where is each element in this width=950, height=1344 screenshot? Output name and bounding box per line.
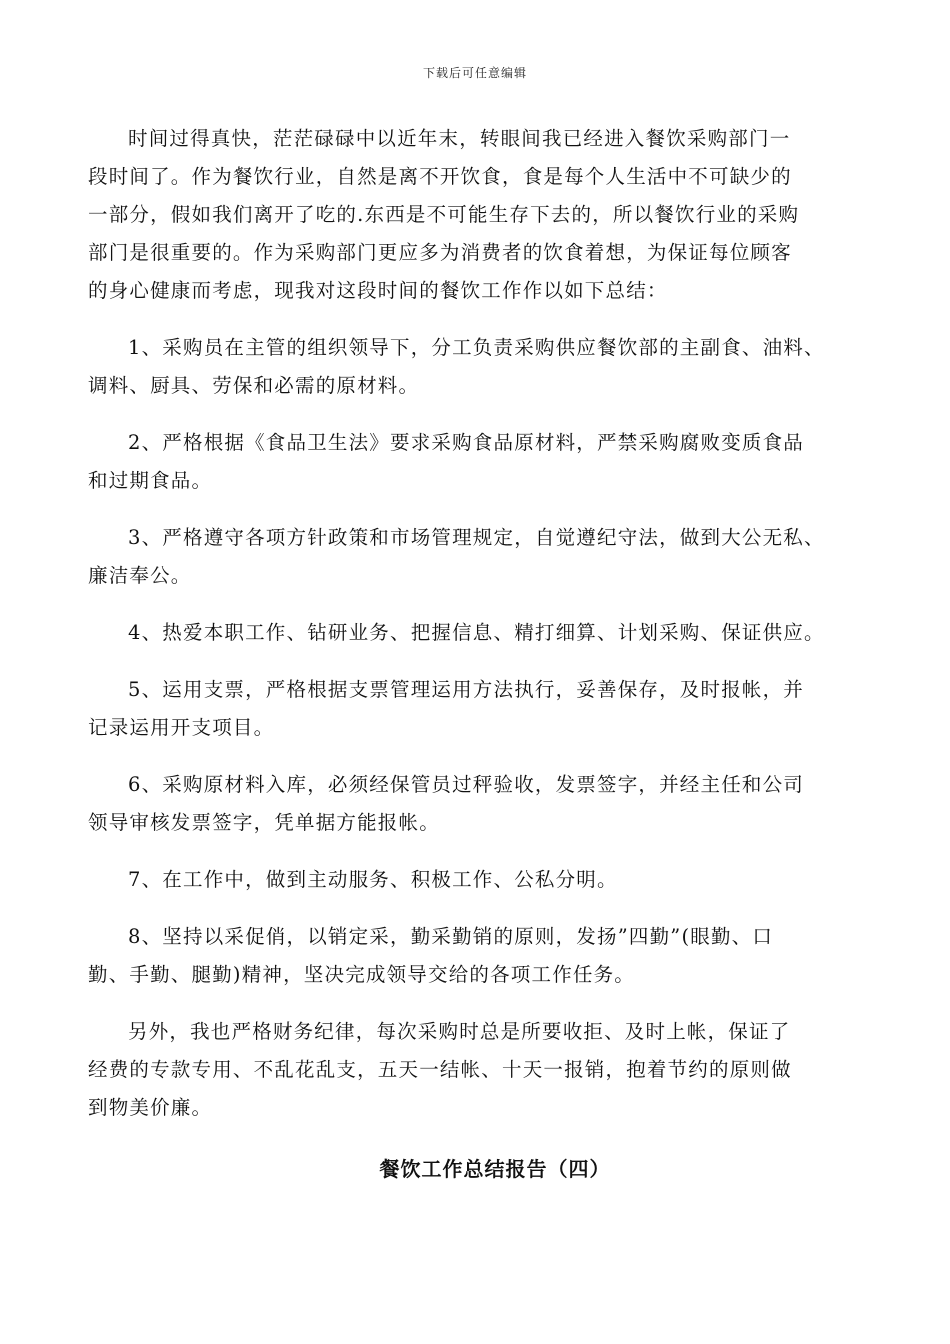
text-line: 领导审核发票签字，凭单据方能报帐。	[88, 811, 440, 834]
text-line: 3、严格遵守各项方针政策和市场管理规定，自觉遵纪守法，做到大公无私、	[128, 526, 825, 549]
page-header: 下载后可任意编辑	[422, 66, 527, 80]
text-line: 经费的专款专用、不乱花乱支，五天一结帐、十天一报销，抱着节约的原则做	[88, 1058, 792, 1081]
paragraph-item-1	[88, 329, 878, 405]
text-line: 7、在工作中，做到主动服务、积极工作、公私分明。	[128, 868, 618, 891]
text-line: 2、严格根据《食品卫生法》要求采购食品原材料，严禁采购腐败变质食品	[128, 431, 805, 454]
paragraph-item-4	[88, 614, 878, 652]
paragraph-item-3	[88, 519, 878, 595]
paragraph-item-8	[88, 918, 878, 994]
text-line: 另外，我也严格财务纪律，每次采购时总是所要收拒、及时上帐，保证了	[128, 1020, 791, 1043]
text-line: 到物美价廉。	[88, 1096, 213, 1119]
section-title: 餐饮工作总结报告（四）	[379, 1157, 611, 1181]
text-line: 勤、手勤、腿勤)精神，坚决完成领导交给的各项工作任务。	[88, 963, 636, 986]
text-line: 4、热爱本职工作、钻研业务、把握信息、精打细算、计划采购、保证供应。	[128, 621, 825, 644]
text-line: 和过期食品。	[88, 469, 213, 492]
text-line: 的身心健康而考虑，现我对这段时间的餐饮工作作以如下总结：	[88, 279, 668, 302]
text-line: 一部分，假如我们离开了吃的.东西是不可能生存下去的，所以餐饮行业的采购	[88, 203, 800, 226]
text-line: 部门是很重要的。作为采购部门更应多为消费者的饮食着想，为保证每位顾客	[88, 241, 792, 264]
text-line: 8、坚持以采促俏，以销定采，勤采勤销的原则，发扬”四勤”(眼勤、口	[128, 925, 774, 948]
document-body	[88, 120, 878, 1127]
paragraph-item-7	[88, 861, 878, 899]
paragraph-intro	[88, 120, 878, 310]
text-line: 廉洁奉公。	[88, 564, 192, 587]
text-line: 时间过得真快，茫茫碌碌中以近年末，转眼间我已经进入餐饮采购部门一	[128, 127, 791, 150]
text-line: 1、采购员在主管的组织领导下，分工负责采购供应餐饮部的主副食、油料、	[128, 336, 825, 359]
text-line: 调料、厨具、劳保和必需的原材料。	[88, 374, 420, 397]
text-line: 6、采购原材料入库，必须经保管员过秤验收，发票签字，并经主任和公司	[128, 773, 805, 796]
paragraph-item-2	[88, 424, 878, 500]
text-line: 段时间了。作为餐饮行业，自然是离不开饮食，食是每个人生活中不可缺少的	[88, 165, 792, 188]
paragraph-item-6	[88, 766, 878, 842]
paragraph-item-5	[88, 671, 878, 747]
paragraph-additional	[88, 1013, 878, 1127]
text-line: 5、运用支票，严格根据支票管理运用方法执行，妥善保存，及时报帐，并	[128, 678, 805, 701]
text-line: 记录运用开支项目。	[88, 716, 275, 739]
